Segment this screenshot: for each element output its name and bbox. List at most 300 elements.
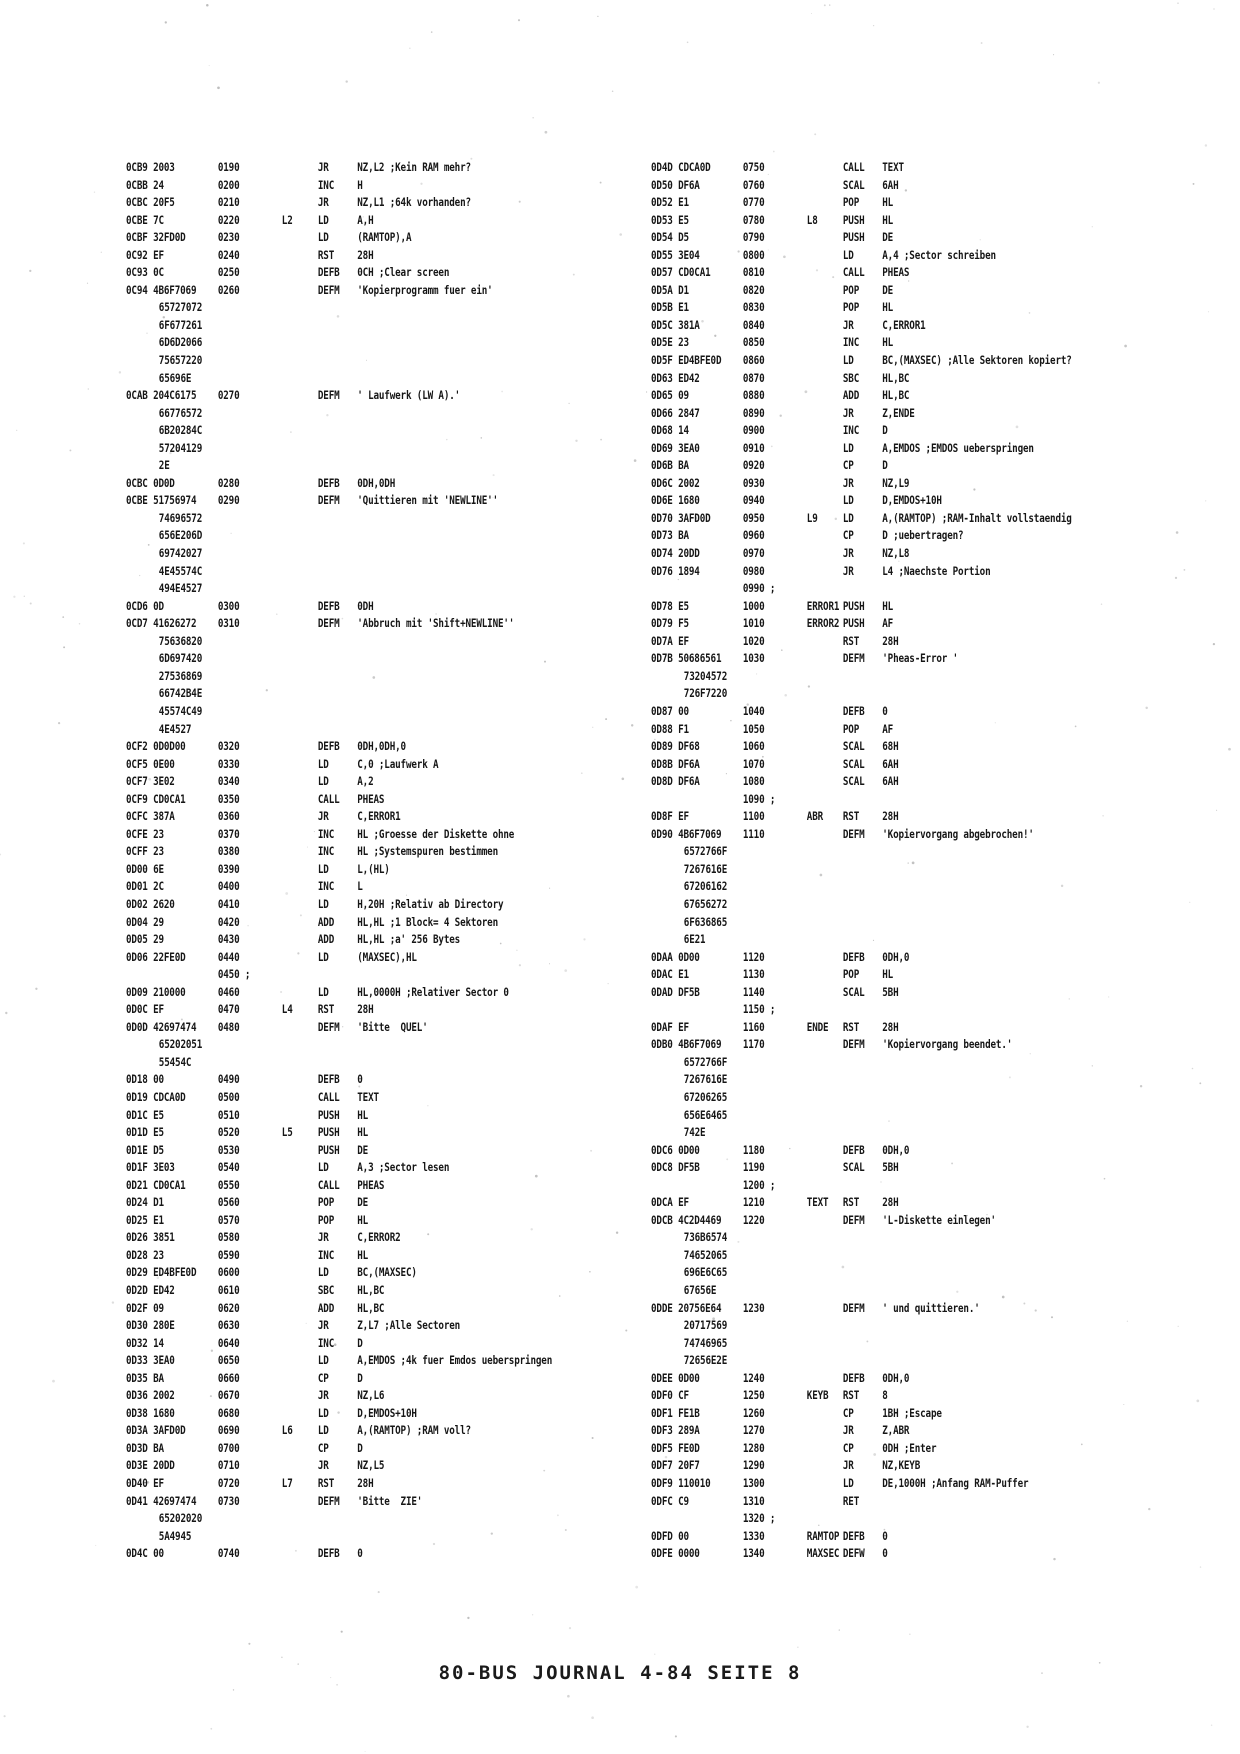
line-number: 0850 xyxy=(742,336,765,350)
operand-comment: 28H xyxy=(882,1196,899,1210)
operand-comment: 0DH,0 xyxy=(882,950,910,964)
speckle-dot xyxy=(612,91,614,93)
listing-line xyxy=(126,633,734,651)
speckle-dot xyxy=(654,1654,655,1655)
speckle-dot xyxy=(5,1012,7,1014)
mnemonic: JR xyxy=(317,196,329,210)
listing-line xyxy=(126,650,734,668)
listing-line xyxy=(651,1545,1240,1563)
line-number: 0620 xyxy=(217,1301,240,1315)
address-code: 0D01 2C xyxy=(126,880,164,894)
speckle-dot xyxy=(210,1728,212,1730)
listing-line xyxy=(126,1422,734,1440)
listing-line xyxy=(126,475,734,493)
line-number: 0560 xyxy=(217,1196,240,1210)
speckle-dot xyxy=(814,133,816,135)
speckle-dot xyxy=(431,31,432,32)
line-number: 0810 xyxy=(742,266,765,280)
address-code: 0D65 09 xyxy=(651,389,689,403)
listing-line xyxy=(126,949,734,967)
address-code: 0DF0 CF xyxy=(651,1389,689,1403)
listing-line xyxy=(126,966,734,984)
operand-comment: 0DH,0 xyxy=(882,1143,910,1157)
speckle-dot xyxy=(87,283,88,284)
listing-line xyxy=(126,1019,734,1037)
listing-line xyxy=(651,878,1240,896)
mnemonic: LD xyxy=(317,775,329,789)
hex-continuation: 75636820 xyxy=(158,634,203,648)
line-number: 0310 xyxy=(217,617,240,631)
listing-line xyxy=(651,1001,1240,1019)
line-number: 0380 xyxy=(217,845,240,859)
listing-line xyxy=(651,914,1240,932)
line-number: 0490 xyxy=(217,1073,240,1087)
mnemonic: ADD xyxy=(317,933,335,947)
listing-line xyxy=(126,282,734,300)
address-code: 0D21 CD0CA1 xyxy=(126,1178,186,1192)
operand-comment: BC,(MAXSEC) xyxy=(357,1266,417,1280)
operand-comment: 0 xyxy=(882,704,888,718)
hex-continuation: 65696E xyxy=(158,371,192,385)
listing-line xyxy=(126,598,734,616)
address-code: 0DAD DF5B xyxy=(651,985,700,999)
operand-comment: L xyxy=(357,880,363,894)
listing-line xyxy=(651,1159,1240,1177)
listing-line xyxy=(651,966,1240,984)
line-number: 0410 xyxy=(217,897,240,911)
line-number: 0460 xyxy=(217,985,240,999)
label: ERROR2 xyxy=(806,617,840,631)
line-number: 0820 xyxy=(742,283,765,297)
operand-comment: A,EMDOS ;EMDOS ueberspringen xyxy=(882,441,1034,455)
hex-continuation: 742E xyxy=(683,1126,706,1140)
listing-line xyxy=(651,405,1240,423)
operand-comment: D,EMDOS+10H xyxy=(357,1406,417,1420)
operand-comment: C,0 ;Laufwerk A xyxy=(357,757,439,771)
operand-comment: HL,BC xyxy=(882,389,910,403)
mnemonic: DEFW xyxy=(842,1547,865,1561)
listing-line xyxy=(126,738,734,756)
address-code: 0D53 E5 xyxy=(651,213,689,227)
mnemonic: JR xyxy=(842,476,854,490)
mnemonic: DEFB xyxy=(842,950,865,964)
hex-continuation: 27536869 xyxy=(158,669,203,683)
speckle-dot xyxy=(1213,8,1214,9)
hex-continuation: 7267616E xyxy=(683,862,728,876)
listing-line xyxy=(651,475,1240,493)
address-code: 0D8F EF xyxy=(651,810,689,824)
address-code: 0D87 00 xyxy=(651,704,689,718)
mnemonic: LD xyxy=(842,494,854,508)
speckle-dot xyxy=(165,21,167,23)
line-number: 0690 xyxy=(217,1424,240,1438)
line-number: 0890 xyxy=(742,406,765,420)
address-code: 0D90 4B6F7069 xyxy=(651,827,722,841)
mnemonic: INC xyxy=(842,336,860,350)
speckle-dot xyxy=(23,542,25,544)
address-code: 0C92 EF xyxy=(126,248,164,262)
listing-line xyxy=(651,1194,1240,1212)
mnemonic: PUSH xyxy=(317,1143,340,1157)
address-code: 0D36 2002 xyxy=(126,1389,175,1403)
line-number: 0570 xyxy=(217,1213,240,1227)
listing-line xyxy=(126,773,734,791)
mnemonic: RST xyxy=(842,634,860,648)
speckle-dot xyxy=(591,1716,594,1719)
mnemonic: LD xyxy=(317,897,329,911)
line-number: 1050 xyxy=(742,722,765,736)
address-code: 0D25 E1 xyxy=(126,1213,164,1227)
line-number: 1230 xyxy=(742,1301,765,1315)
hex-continuation: 65202020 xyxy=(158,1512,203,1526)
mnemonic: DEFB xyxy=(317,599,340,613)
operand-comment: AF xyxy=(882,722,894,736)
address-code: 0D68 14 xyxy=(651,424,689,438)
listing-line xyxy=(651,563,1240,581)
mnemonic: JR xyxy=(842,1459,854,1473)
address-code: 0DFD 00 xyxy=(651,1529,689,1543)
address-code: 0D02 2620 xyxy=(126,897,175,911)
operand-comment: 6AH xyxy=(882,757,899,771)
mnemonic: JR xyxy=(317,810,329,824)
listing-line xyxy=(651,510,1240,528)
mnemonic: DEFB xyxy=(842,1371,865,1385)
speckle-dot xyxy=(1098,82,1100,84)
listing-line xyxy=(126,405,734,423)
operand-comment: NZ,L5 xyxy=(357,1459,385,1473)
operand-comment: NZ,L6 xyxy=(357,1389,385,1403)
address-code: 0CBC 0D0D xyxy=(126,476,175,490)
address-code: 0DF1 FE1B xyxy=(651,1406,700,1420)
listing-line xyxy=(126,352,734,370)
label: L2 xyxy=(281,213,293,227)
mnemonic: ADD xyxy=(842,389,860,403)
listing-line xyxy=(651,580,1240,598)
listing-line xyxy=(651,1071,1240,1089)
listing-line xyxy=(651,861,1240,879)
listing-line xyxy=(651,1036,1240,1054)
listing-line xyxy=(651,545,1240,563)
listing-line xyxy=(651,282,1240,300)
hex-continuation: 2E xyxy=(158,459,170,473)
speckle-dot xyxy=(95,1545,96,1546)
listing-line xyxy=(126,159,734,177)
line-number: 0510 xyxy=(217,1108,240,1122)
listing-line xyxy=(651,896,1240,914)
line-number: 0860 xyxy=(742,354,765,368)
speckle-dot xyxy=(281,1656,283,1658)
listing-line xyxy=(651,492,1240,510)
mnemonic: CP xyxy=(842,1441,854,1455)
line-number: 0330 xyxy=(217,757,240,771)
operand-comment: HL xyxy=(882,213,894,227)
listing-line xyxy=(651,1107,1240,1125)
address-code: 0CBE 51756974 xyxy=(126,494,197,508)
line-number: 0360 xyxy=(217,810,240,824)
listing-line xyxy=(651,1264,1240,1282)
hex-continuation: 67656E xyxy=(683,1284,717,1297)
hex-continuation: 20717569 xyxy=(683,1319,728,1333)
line-number: 0450 ; xyxy=(217,968,251,982)
hex-continuation: 55454C xyxy=(158,1055,192,1069)
listing-line xyxy=(651,756,1240,774)
address-code: 0D2D ED42 xyxy=(126,1284,175,1297)
hex-continuation: 67656272 xyxy=(683,897,728,911)
mnemonic: CALL xyxy=(317,792,340,806)
listing-line xyxy=(651,1212,1240,1230)
line-number: 0190 xyxy=(217,161,240,174)
mnemonic: INC xyxy=(317,178,335,192)
operand-comment: 'L-Diskette einlegen' xyxy=(882,1213,996,1227)
listing-line xyxy=(126,808,734,826)
listing-line xyxy=(126,756,734,774)
listing-line xyxy=(651,1422,1240,1440)
mnemonic: DEFB xyxy=(317,266,340,280)
listing-line xyxy=(651,422,1240,440)
listing-line xyxy=(651,633,1240,651)
mnemonic: DEFB xyxy=(842,704,865,718)
mnemonic: JR xyxy=(842,564,854,578)
line-number: 1040 xyxy=(742,704,765,718)
listing-line xyxy=(651,1457,1240,1475)
speckle-dot xyxy=(811,13,812,14)
listing-line xyxy=(651,650,1240,668)
speckle-dot xyxy=(518,19,520,21)
line-number: 1250 xyxy=(742,1389,765,1403)
mnemonic: LD xyxy=(317,231,329,245)
operand-comment: HL xyxy=(357,1126,369,1140)
line-number: 1210 xyxy=(742,1196,765,1210)
line-number: 1030 xyxy=(742,652,765,666)
line-number: 0710 xyxy=(217,1459,240,1473)
listing-line xyxy=(126,1370,734,1388)
operand-comment: 28H xyxy=(882,810,899,824)
line-number: 0440 xyxy=(217,950,240,964)
line-number: 0250 xyxy=(217,266,240,280)
speckle-dot xyxy=(365,1751,366,1752)
operand-comment: ' und quittieren.' xyxy=(882,1301,980,1315)
line-number: 0790 xyxy=(742,231,765,245)
address-code: 0CF9 CD0CA1 xyxy=(126,792,186,806)
operand-comment: D ;uebertragen? xyxy=(882,529,964,543)
listing-line xyxy=(651,1528,1240,1546)
hex-continuation: 6B20284C xyxy=(158,424,203,438)
address-code: 0D7B 50686561 xyxy=(651,652,722,666)
speckle-dot xyxy=(62,616,64,618)
address-code: 0DC8 DF5B xyxy=(651,1161,700,1175)
operand-comment: 'Kopiervorgang abgebrochen!' xyxy=(882,827,1034,841)
hex-continuation: 74696572 xyxy=(158,511,203,525)
operand-comment: HL xyxy=(882,196,894,210)
operand-comment: C,ERROR1 xyxy=(882,318,926,332)
line-number: 0900 xyxy=(742,424,765,438)
mnemonic: PUSH xyxy=(317,1126,340,1140)
mnemonic: DEFB xyxy=(842,1143,865,1157)
address-code: 0CFC 387A xyxy=(126,810,175,824)
mnemonic: POP xyxy=(842,722,860,736)
line-number: 1310 xyxy=(742,1494,765,1508)
address-code: 0D40 EF xyxy=(126,1477,164,1491)
operand-comment: 'Bitte ZIE' xyxy=(357,1494,423,1508)
listing-line xyxy=(126,1229,734,1247)
mnemonic: JR xyxy=(317,1231,329,1245)
mnemonic: CP xyxy=(842,529,854,543)
listing-line xyxy=(126,931,734,949)
mnemonic: DEFB xyxy=(317,1547,340,1561)
mnemonic: DEFM xyxy=(317,283,340,297)
operand-comment: 'Abbruch mit 'Shift+NEWLINE'' xyxy=(357,617,515,631)
speckle-dot xyxy=(79,623,80,624)
listing-line xyxy=(126,1159,734,1177)
address-code: 0CBE 7C xyxy=(126,213,164,227)
line-number: 1200 ; xyxy=(742,1178,776,1192)
listing-line xyxy=(126,563,734,581)
address-code: 0D41 42697474 xyxy=(126,1494,197,1508)
mnemonic: JR xyxy=(842,406,854,420)
line-number: 1140 xyxy=(742,985,765,999)
line-number: 0420 xyxy=(217,915,240,929)
address-code: 0D6C 2002 xyxy=(651,476,700,490)
operand-comment: NZ,L8 xyxy=(882,547,910,561)
mnemonic: DEFM xyxy=(317,617,340,631)
address-code: 0C94 4B6F7069 xyxy=(126,283,197,297)
address-code: 0CD7 41626272 xyxy=(126,617,197,631)
speckle-dot xyxy=(829,4,830,5)
hex-continuation: 736B6574 xyxy=(683,1231,728,1245)
address-code: 0D35 BA xyxy=(126,1371,164,1385)
listing-line xyxy=(651,826,1240,844)
speckle-dot xyxy=(217,86,220,89)
operand-comment: PHEAS xyxy=(357,1178,385,1192)
line-number: 1330 xyxy=(742,1529,765,1543)
operand-comment: ' Laufwerk (LW A).' xyxy=(357,389,461,403)
operand-comment: BC,(MAXSEC) ;Alle Sektoren kopiert? xyxy=(882,354,1072,368)
speckle-dot xyxy=(233,1689,234,1690)
listing-line xyxy=(126,984,734,1002)
mnemonic: DEFB xyxy=(842,1529,865,1543)
line-number: 0980 xyxy=(742,564,765,578)
speckle-dot xyxy=(13,596,15,598)
operand-comment: 28H xyxy=(357,248,374,262)
hex-continuation: 6E21 xyxy=(683,933,706,947)
address-code: 0D63 ED42 xyxy=(651,371,700,385)
address-code: 0D24 D1 xyxy=(126,1196,164,1210)
operand-comment: HL,BC xyxy=(357,1284,385,1297)
operand-comment: DE xyxy=(882,283,894,297)
address-code: 0D66 2847 xyxy=(651,406,700,420)
line-number: 0200 xyxy=(217,178,240,192)
listing-line xyxy=(126,1440,734,1458)
speckle-dot xyxy=(635,1586,638,1589)
listing-line xyxy=(126,1264,734,1282)
operand-comment: 'Quittieren mit 'NEWLINE'' xyxy=(357,494,498,508)
line-number: 0280 xyxy=(217,476,240,490)
speckle-dot xyxy=(569,1627,571,1629)
address-code: 0DF7 20F7 xyxy=(651,1459,700,1473)
operand-comment: H,20H ;Relativ ab Directory xyxy=(357,897,504,911)
line-number: 0390 xyxy=(217,862,240,876)
line-number: 0730 xyxy=(217,1494,240,1508)
mnemonic: LD xyxy=(842,1477,854,1491)
speckle-dot xyxy=(1177,2,1179,4)
hex-continuation: 656E6465 xyxy=(683,1108,728,1122)
hex-continuation: 4E45574C xyxy=(158,564,203,578)
listing-line xyxy=(651,247,1240,265)
line-number: 1170 xyxy=(742,1038,765,1052)
address-code: 0D38 1680 xyxy=(126,1406,175,1420)
listing-line xyxy=(651,370,1240,388)
line-number: 0870 xyxy=(742,371,765,385)
speckle-dot xyxy=(119,371,121,373)
listing-line xyxy=(651,299,1240,317)
line-number: 1130 xyxy=(742,968,765,982)
operand-comment: 28H xyxy=(882,1020,899,1034)
listing-line xyxy=(651,1019,1240,1037)
mnemonic: LD xyxy=(317,1161,329,1175)
listing-line xyxy=(126,1300,734,1318)
mnemonic: SBC xyxy=(317,1284,335,1297)
operand-comment: H xyxy=(357,178,363,192)
mnemonic: DEFB xyxy=(317,476,340,490)
address-code: 0D33 3EA0 xyxy=(126,1354,175,1368)
hex-continuation: 6D6D2066 xyxy=(158,336,203,350)
operand-comment: A,(RAMTOP) ;RAM-Inhalt vollstaendig xyxy=(882,511,1072,525)
operand-comment: 0CH ;Clear screen xyxy=(357,266,450,280)
operand-comment: DE xyxy=(357,1143,369,1157)
mnemonic: SCAL xyxy=(842,775,865,789)
operand-comment: HL ;Systemspuren bestimmen xyxy=(357,845,498,859)
operand-comment: C,ERROR1 xyxy=(357,810,401,824)
operand-comment: HL,BC xyxy=(882,371,910,385)
listing-line xyxy=(651,791,1240,809)
address-code: 0DF5 FE0D xyxy=(651,1441,700,1455)
address-code: 0DFC C9 xyxy=(651,1494,689,1508)
address-code: 0D3E 20DD xyxy=(126,1459,175,1473)
listing-line xyxy=(651,1300,1240,1318)
operand-comment: TEXT xyxy=(357,1090,379,1104)
address-code: 0D05 29 xyxy=(126,933,164,947)
listing-line xyxy=(651,843,1240,861)
mnemonic: LD xyxy=(842,441,854,455)
operand-comment: HL xyxy=(882,301,894,315)
line-number: 0210 xyxy=(217,196,240,210)
address-code: 0CF7 3E02 xyxy=(126,775,175,789)
line-number: 0290 xyxy=(217,494,240,508)
line-number: 0960 xyxy=(742,529,765,543)
listing-line xyxy=(651,1054,1240,1072)
operand-comment: 0 xyxy=(882,1547,888,1561)
line-number: 1070 xyxy=(742,757,765,771)
speckle-dot xyxy=(1200,1566,1201,1567)
listing-line xyxy=(126,1335,734,1353)
address-code: 0D50 DF6A xyxy=(651,178,700,192)
mnemonic: JR xyxy=(317,1319,329,1333)
operand-comment: DE xyxy=(882,231,894,245)
listing-line xyxy=(126,229,734,247)
line-number: 1290 xyxy=(742,1459,765,1473)
line-number: 1260 xyxy=(742,1406,765,1420)
speckle-dot xyxy=(687,42,689,44)
speckle-dot xyxy=(839,1629,840,1630)
listing-line xyxy=(126,510,734,528)
listing-line xyxy=(126,1194,734,1212)
operand-comment: 0DH,0DH xyxy=(357,476,396,490)
speckle-dot xyxy=(248,1643,250,1645)
mnemonic: LD xyxy=(317,213,329,227)
hex-continuation: 66742B4E xyxy=(158,687,203,701)
mnemonic: POP xyxy=(842,283,860,297)
mnemonic: RST xyxy=(842,1196,860,1210)
